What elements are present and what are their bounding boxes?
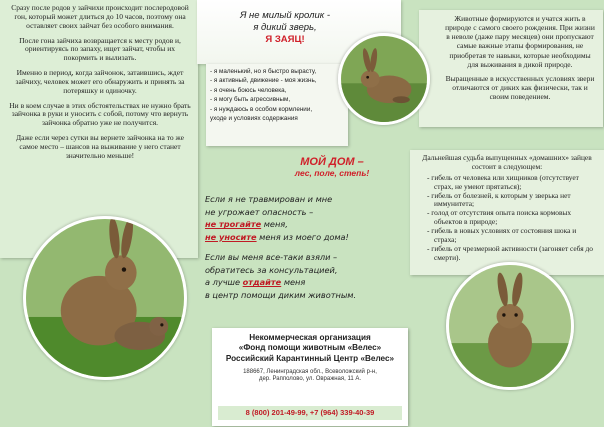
- trait-item: - я маленький, но я быстро вырасту,: [210, 68, 317, 75]
- plea-line: в центр помощи диким животным.: [205, 289, 357, 300]
- left-paragraph: Именно в период, когда зайчонок, затаившись, ждет зайчиху, человек может его обнаружить и принять за потеряшку и одиночку.: [15, 68, 185, 95]
- hare-traits-list: [206, 64, 348, 146]
- trait-item: - я нуждаюсь в особом кормлении,: [210, 105, 313, 113]
- trait-item: - я очень боюсь человека,: [210, 86, 287, 94]
- trait-item: - я могу быть агрессивным,: [210, 96, 291, 104]
- headline-line3: Я ЗАЯЦ!: [265, 33, 305, 45]
- phone-numbers[interactable]: 8 (800) 201-49-99, +7 (964) 339-40-39: [218, 406, 402, 420]
- right-info-panel: [419, 10, 603, 127]
- org-address-line2: дер. Рапполово, ул. Овражная, 11 А.: [258, 376, 362, 383]
- hare-photo-left: [23, 216, 187, 380]
- plea-emphasis: отдайте: [242, 277, 282, 288]
- right-paragraph: Выращенные в искусственных условиях звери отличаются от диких как физически, так и своим поведением.: [445, 73, 595, 102]
- my-home-title: МОЙ ДОМ –: [300, 156, 364, 168]
- plea-line: [205, 231, 395, 244]
- right-paragraph: Животные формируются и учатся жить в природе с самого своего рождения. При жизни в неволе (даже пару месяцев) они пропускают самые важные этапы формирования, не приобретая те навыки, которые необходимы для выживания в дикой природе.: [445, 14, 595, 69]
- my-home-slogan: [262, 156, 402, 178]
- left-paragraph: Даже если через сутки вы вернете зайчонка на то же самое место – шансов на выживание у него станет значительно меньше!: [16, 133, 184, 160]
- plea-text-span: меня: [281, 277, 306, 288]
- fate-item: - гибель от человека или хищников (отсутствует страх, не умеют прятаться);: [427, 172, 579, 191]
- plea-emphasis: не уносите: [205, 232, 257, 243]
- plea-line: [205, 218, 395, 231]
- fate-item: - гибель от болезней, к которым у зверька нет иммунитета;: [427, 190, 571, 209]
- fate-item: - гибель от чрезмерной активности (загоняет себя до смерти).: [427, 243, 593, 262]
- plea-text-span: меня из моего дома!: [256, 232, 349, 243]
- left-paragraph: После гона зайчиха возвращается к месту родов и, ориентируясь по запаху, ищет зайчат, чтобы их покормить и вылизать.: [19, 35, 181, 63]
- fate-item: - гибель в новых условиях от состояния шока и страха;: [427, 226, 577, 244]
- headline-line1: Я не милый кролик -: [239, 10, 331, 21]
- plea-text-span: а лучше: [205, 277, 243, 288]
- left-paragraph: Сразу после родов у зайчихи происходит послеродовой гон, который может длиться до 10 часов, поэтому она оставляет своих зайчат без особого внимания.: [11, 3, 189, 30]
- plea-line: Если вы меня все-таки взяли –: [205, 251, 338, 262]
- org-address-line1: 188667, Ленинградская обл., Всеволожский р-н,: [243, 368, 377, 375]
- headline-line2: я дикий зверь,: [253, 21, 317, 33]
- my-home-subtitle: лес, поле, степь!: [294, 168, 370, 178]
- plea-line: не угрожает опасность –: [205, 206, 314, 217]
- left-paragraph: Ни в коем случае в этих обстоятельствах не нужно брать зайчонка в руки и уносить с собой, потому что вернуть зайчонка обратно уже не получится.: [9, 100, 191, 128]
- hare-photo-right: [446, 262, 574, 390]
- organization-contact-box: [212, 328, 408, 426]
- org-type: Некоммерческая организация: [249, 333, 371, 342]
- plea-text-span: меня,: [261, 219, 288, 230]
- trait-item: - я активный, движение - моя жизнь,: [210, 77, 317, 85]
- plea-text: [205, 193, 395, 302]
- trait-item: уходе и условиях содержания: [210, 115, 298, 123]
- org-name: «Фонд помощи животным «Велес»: [238, 343, 382, 353]
- plea-line: Если я не травмирован и мне: [205, 194, 333, 204]
- fate-intro: Дальнейшая судьба выпущенных «домашних» зайцев состоит в следующем:: [422, 153, 592, 171]
- org-center-name: Российский Карантинный Центр «Велес»: [225, 353, 395, 363]
- hare-photo-top: [338, 33, 430, 125]
- plea-line: [205, 276, 395, 289]
- plea-emphasis: не трогайте: [205, 219, 262, 230]
- plea-line: обратитесь за консультацией,: [205, 264, 338, 275]
- fate-panel: [410, 150, 604, 275]
- headline: [210, 10, 360, 46]
- fate-item: - голод от отсутствия опыта поиска кормовых объектов в природе;: [427, 208, 572, 227]
